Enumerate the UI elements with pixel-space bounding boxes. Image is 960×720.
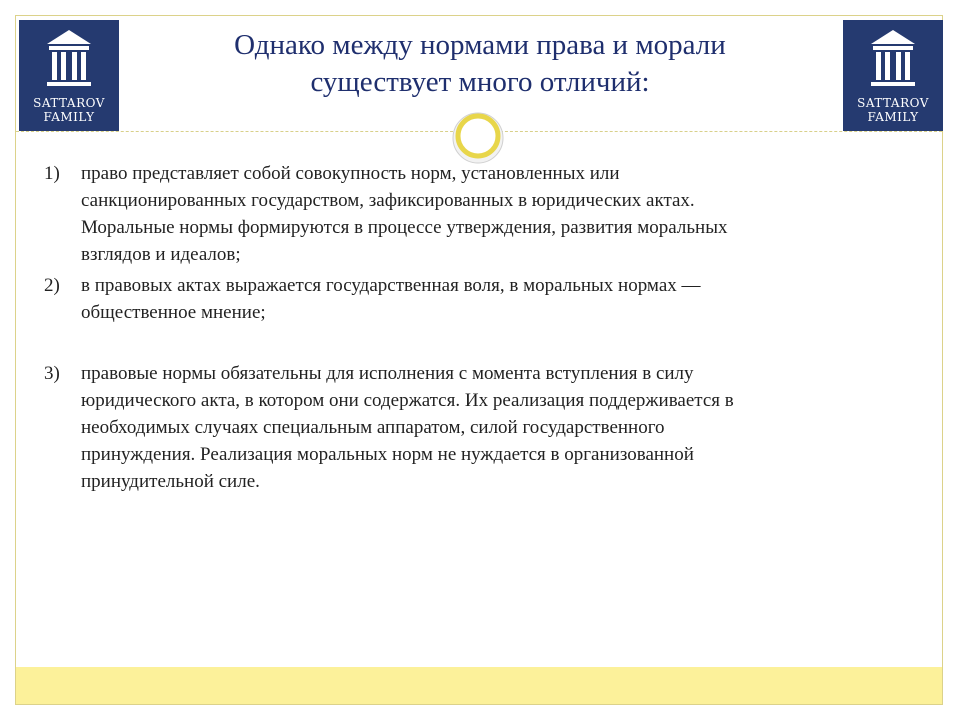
logo-left xyxy=(19,20,119,131)
text-line: принудительной силе. xyxy=(81,471,260,492)
ring-ornament-icon xyxy=(450,109,506,165)
text-line: право представляет собой совокупность норм, установленных или xyxy=(81,163,620,184)
list-item-number: 1) xyxy=(44,163,60,184)
text-line: санкционированных государством, зафиксированных в юридических актах. xyxy=(81,190,695,211)
list-item-number: 3) xyxy=(44,363,60,384)
logo-text-line2: FAMILY xyxy=(43,110,95,124)
text-line: общественное мнение; xyxy=(81,302,266,323)
logo-text-line1: SATTAROV xyxy=(33,96,105,110)
footer-band xyxy=(16,667,942,704)
list-item-number: 2) xyxy=(44,275,60,296)
text-line: Моральные нормы формируются в процессе утверждения, развития моральных xyxy=(81,217,728,238)
building-columns-icon xyxy=(869,28,917,92)
slide-title-line2: существует много отличий: xyxy=(310,66,650,98)
logo-text-line2: FAMILY xyxy=(867,110,919,124)
list-item-text xyxy=(81,160,911,268)
list-item-text xyxy=(81,360,911,495)
logo-right xyxy=(843,20,943,131)
text-line: взглядов и идеалов; xyxy=(81,244,241,265)
building-columns-icon xyxy=(45,28,93,92)
text-line: принуждения. Реализация моральных норм не нуждается в организованной xyxy=(81,444,694,465)
text-line: правовые нормы обязательны для исполнения с момента вступления в силу xyxy=(81,363,694,384)
list-item-text xyxy=(81,272,911,326)
logo-text-line1: SATTAROV xyxy=(857,96,929,110)
text-line: юридического акта, в котором они содержатся. Их реализация поддерживается в xyxy=(81,390,734,411)
text-line: в правовых актах выражается государственная воля, в моральных нормах — xyxy=(81,275,701,296)
slide-title xyxy=(130,27,830,101)
slide-title-line1: Однако между нормами права и морали xyxy=(234,29,726,61)
text-line: необходимых случаях специальным аппаратом, силой государственного xyxy=(81,417,665,438)
